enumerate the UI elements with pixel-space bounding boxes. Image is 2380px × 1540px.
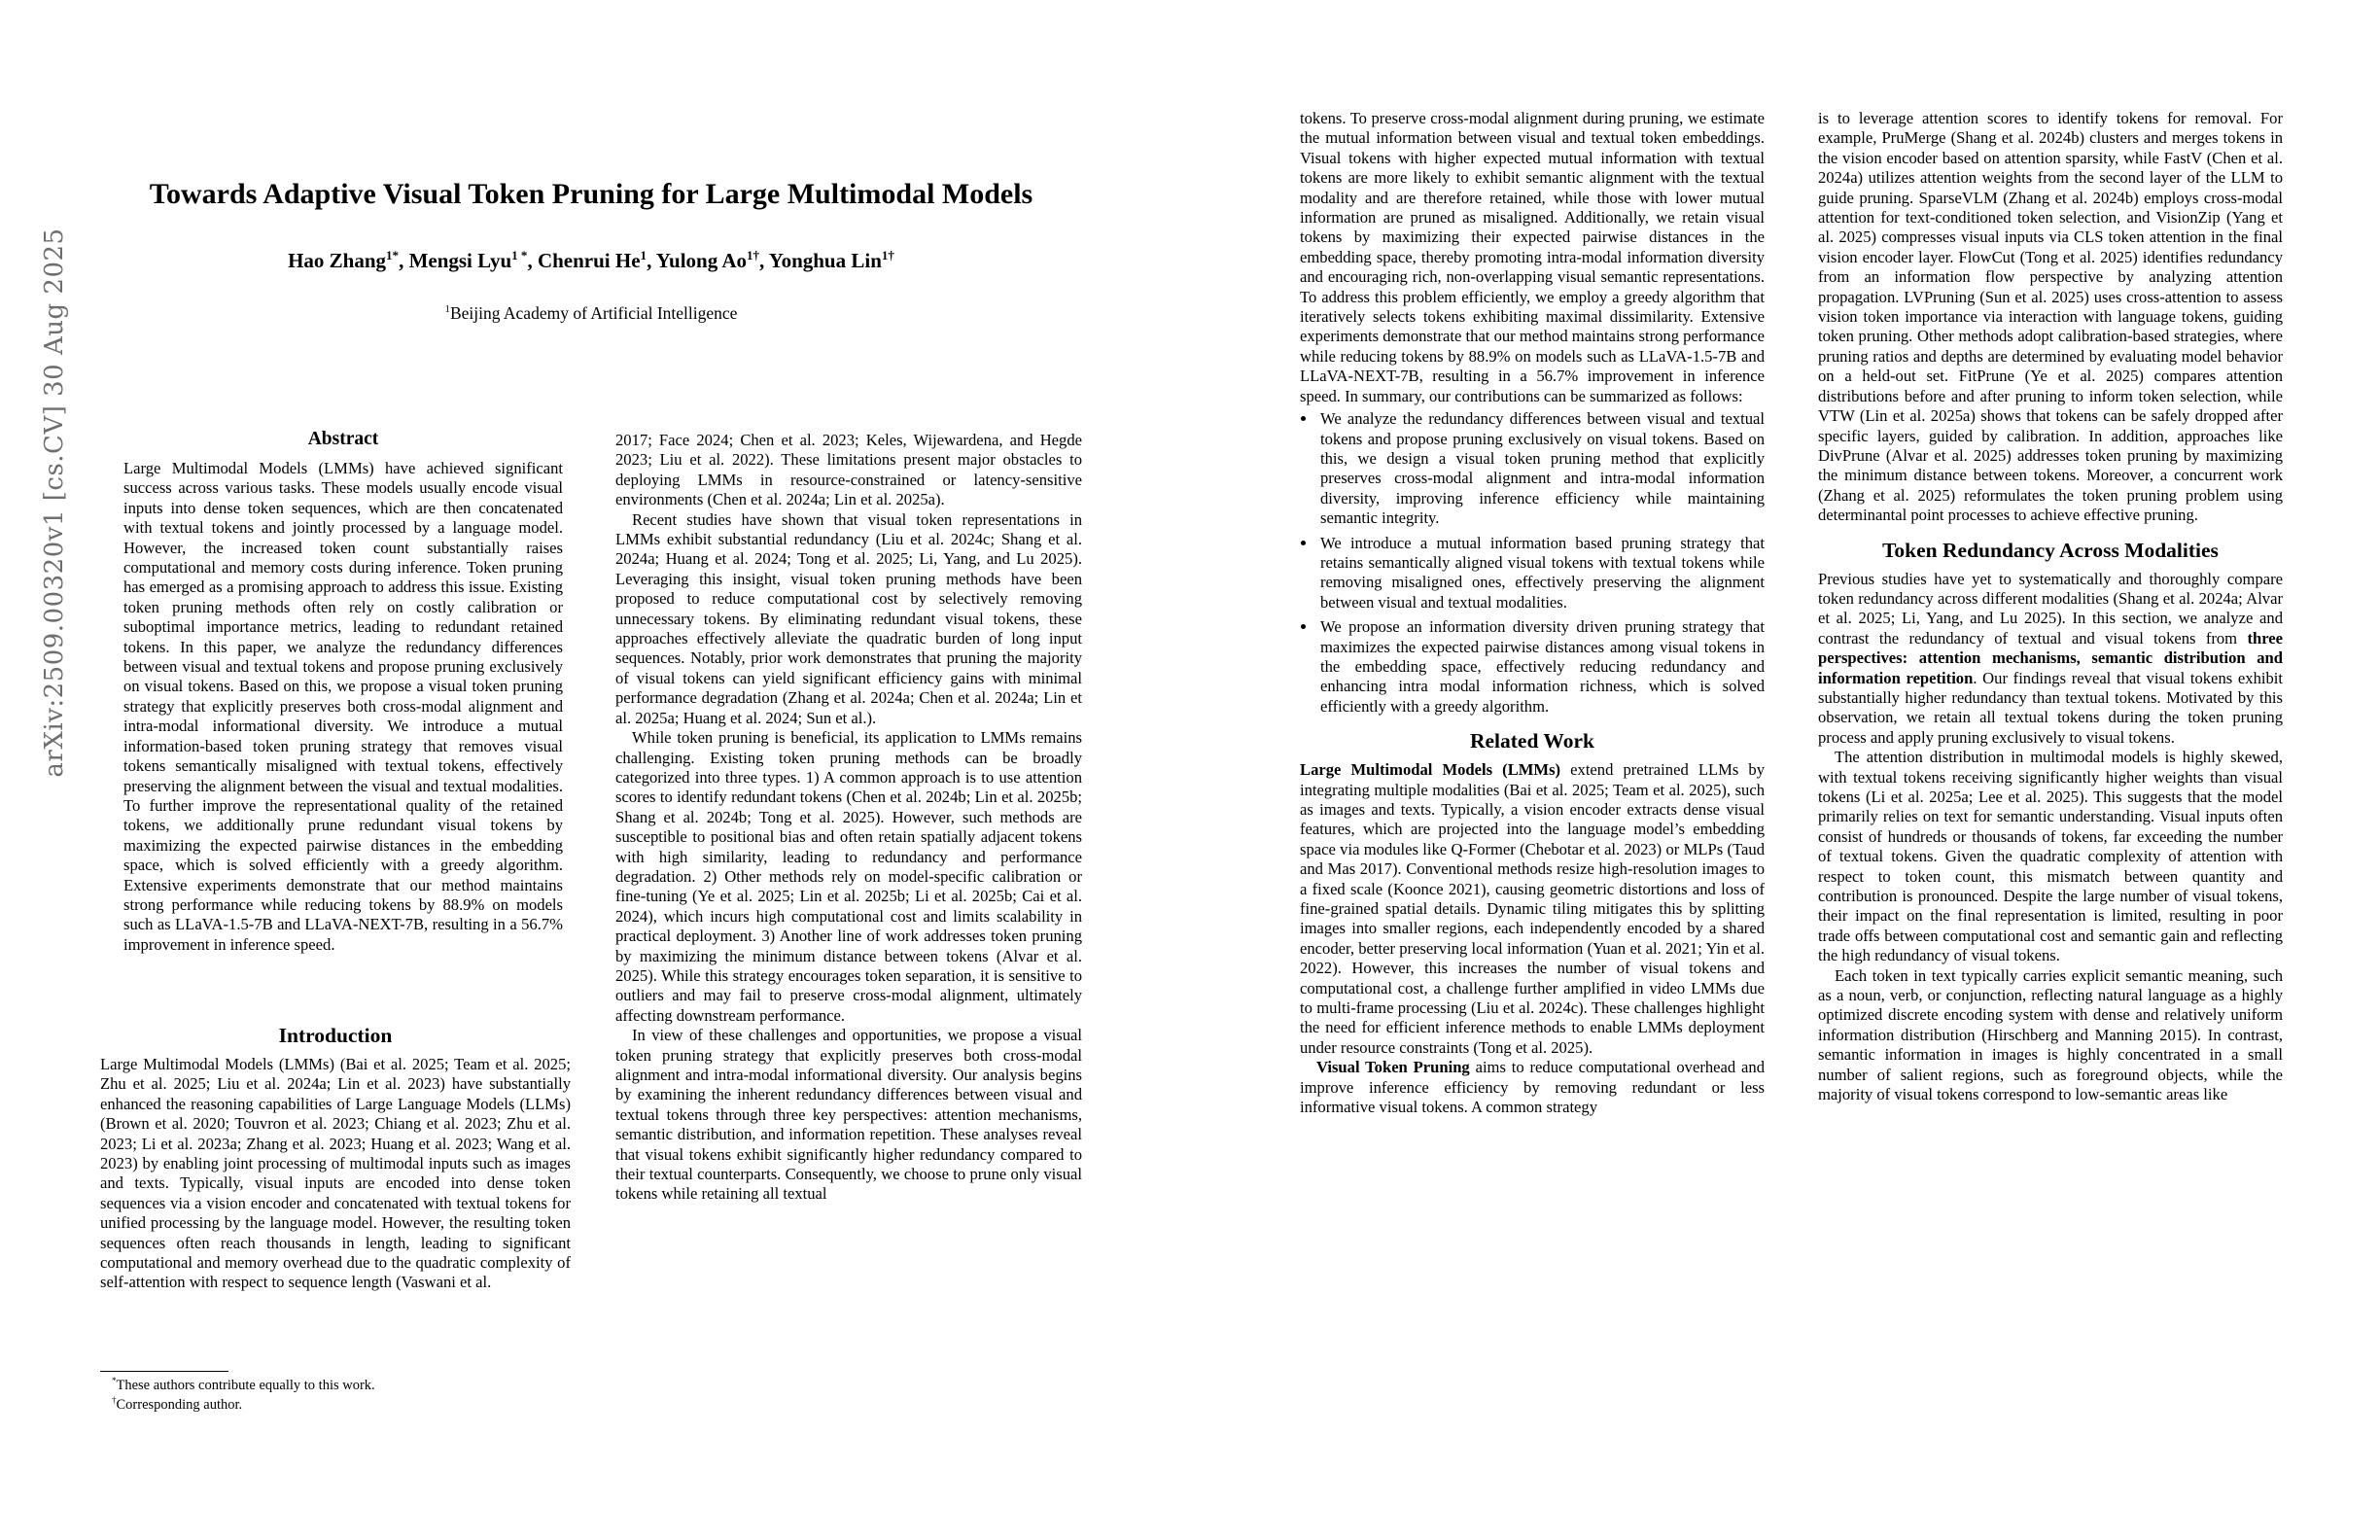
affiliation: $^1$Beijing Academy of Artificial Intelligence	[444, 303, 738, 323]
author-affiliation-marker: 1	[640, 248, 648, 262]
page1-column2	[615, 431, 1082, 1376]
paragraph-lead: Large Multimodal Models (LMMs)	[1300, 760, 1561, 780]
introduction-heading: Introduction	[278, 1024, 393, 1047]
author-name: Yonghua Lin$^{1\dagger}$	[768, 248, 894, 272]
author-affiliation-marker: 1 *	[511, 248, 528, 262]
body-paragraph: Recent studies have shown that visual token representations in LMMs exhibit substantial redundancy (Liu et al. 2024c; Shang et al. 2024a; Huang et al. 2024; Tong et al. 2025; Li, Yang, and Lu 2025). Leveraging this insight, visual token pruning methods have been proposed to reduce computational cost by selectively removing unnecessary tokens. By eliminating redundant visual tokens, these approaches effectively alleviate the quadratic burden of long input sequences. Notably, prior work demonstrates that pruning the majority of visual tokens can yield significant efficiency gains with minimal performance degradation (Zhang et al. 2024a; Chen et al. 2024a; Lin et al. 2025a; Huang et al. 2024; Sun et al.).	[615, 509, 1082, 727]
paragraph-lead: Visual Token Pruning	[1316, 1058, 1470, 1077]
body-paragraph: While token pruning is beneficial, its application to LMMs remains challenging. Existing token pruning methods can be broadly categorized into three types. 1) A common approach is to use attention scores to identify redundant tokens (Chen et al. 2024b; Lin et al. 2025b; Shang et al. 2024b; Tong et al. 2025). However, such methods are susceptible to positional bias and often retain spatially adjacent tokens with high similarity, leading to redundancy and performance degradation. 2) Other methods rely on model-specific calibration or fine-tuning (Ye et al. 2025; Lin et al. 2025b; Li et al. 2025b; Cai et al. 2024), which incurs high computational cost and limits scalability in practical deployment. 3) Another line of work addresses token pruning by maximizing the minimum distance between tokens (Alvar et al. 2025). While this strategy encourages token separation, it is sensitive to outliers and may fail to preserve cross-modal alignment, ultimately affecting downstream performance.	[615, 728, 1082, 1025]
footnote: *These authors contribute equally to this work.	[112, 1376, 375, 1393]
page2-column1	[1300, 109, 1765, 1423]
author-name: Chenrui He$^1$,	[537, 248, 656, 272]
token-redundancy-heading: Token Redundancy Across Modalities	[1882, 538, 2219, 562]
introduction-section	[100, 1024, 571, 1293]
related-work-paragraph-lmms: Large Multimodal Models (LMMs) extend pretrained LLMs by integrating multiple modalities (Bai et al. 2025; Team et al. 2025), such as images and texts. Typically, a vision encoder extracts dense visual features, which are projected into the language model’s embedding space via modules like Q-Former (Chebotar et al. 2023) or MLPs (Taud and Mas 2017). Conventional methods resize high-resolution images to a fixed scale (Koonce 2021), causing geometric distortions and loss of fine-grained spatial details. Dynamic tiling mitigates this by splitting images into smaller regions, each independently encoded by a shared encoder, better preserving local information (Yuan et al. 2021; Yin et al. 2022). However, this increases the number of visual tokens and computational cost, a challenge further amplified in video LMMs due to multi-frame processing (Liu et al. 2024c). These challenges highlight the need for efficient inference methods to enable LMMs deployment under resource constraints (Tong et al. 2025).	[1300, 760, 1765, 1057]
affiliation-marker: 1	[444, 303, 450, 316]
footnote-marker: †	[112, 1395, 117, 1406]
author-affiliation-marker: 1†	[746, 248, 759, 262]
footnote-marker: *	[112, 1376, 117, 1386]
introduction-paragraph: Large Multimodal Models (LMMs) (Bai et al. 2025; Team et al. 2025; Zhu et al. 2025; Liu et al. 2024a; Lin et al. 2023) have substantially enhanced the reasoning capabilities of Large Language Models (LLMs) (Brown et al. 2020; Touvron et al. 2023; Chiang et al. 2023; Zhu et al. 2023; Li et al. 2023a; Zhang et al. 2023; Huang et al. 2023; Wang et al. 2023) by enabling joint processing of multimodal inputs such as images and texts. Typically, visual inputs are encoded into dense token sequences via a vision encoder and concatenated with textual tokens for unified processing by the language model. However, the resulting token sequences often reach thousands in length, leading to significant computational and memory overhead due to the quadratic complexity of self-attention with respect to sequence length (Vaswani et al.	[100, 1055, 571, 1292]
abstract-section	[123, 429, 563, 955]
author-name: Yulong $Ao^{1\dagger}$,	[655, 248, 769, 272]
contribution-item: • We propose an information diversity driven pruning strategy that maximizes the expected pairwise distances among visual tokens in the embedding space, effectively reducing redundancy and enhancing intra modal information richness, which is solved efficiently with a greedy algorithm.	[1317, 617, 1765, 717]
footnotes	[100, 1371, 571, 1415]
bold-emphasis: three perspectives: attention mechanisms, semantic distribution and information repetition	[1818, 628, 2283, 687]
abstract-text: Large Multimodal Models (LMMs) have achieved significant success across various tasks. These models usually encode visual inputs into dense token sequences, which are then concatenated with textual tokens and jointly processed by a language model. However, the increased token count substantially raises computational and memory costs during inference. Token pruning has emerged as a promising approach to address this issue. Existing token pruning methods often rely on costly calibration or suboptimal importance metrics, leading to redundant retained tokens. In this paper, we analyze the redundancy differences between visual and textual tokens and propose pruning exclusively on visual tokens. Based on this, we propose a visual token pruning strategy that explicitly preserves both cross-modal alignment and intra-modal informational diversity. We introduce a mutual information-based token pruning strategy that removes visual tokens semantically misaligned with textual tokens, effectively preserving the alignment between the visual and textual modalities. To further improve the representational quality of the retained tokens, we additionally prune redundant visual tokens by maximizing the expected pairwise distances in the embedding space, which is solved efficiently with a greedy algorithm. Extensive experiments demonstrate that our method maintains strong performance while reducing tokens by 88.9% on models such as LLaVA-1.5-7B and LLaVA-NEXT-7B, resulting in a 56.7% improvement in inference speed.	[123, 459, 563, 954]
contribution-list	[1300, 409, 1765, 717]
abstract-heading: Abstract	[307, 429, 379, 449]
related-work-paragraph-pruning: Visual Token Pruning aims to reduce computational overhead and improve inference efficiency by removing redundant or less informative visual tokens. A common strategy	[1300, 1058, 1765, 1117]
footnote: †Corresponding author.	[112, 1395, 243, 1413]
token-redundancy-paragraph: Previous studies have yet to systematically and thoroughly compare token redundancy across different modalities (Shang et al. 2024a; Alvar et al. 2025; Li, Yang, and Lu 2025). In this section, we analyze and contrast the redundancy of textual and visual tokens from three perspectives: attention mechanisms, semantic distribution and information repetition. Our findings reveal that visual tokens exhibit substantially higher redundancy than textual tokens. Motivated by this observation, we retain all textual tokens during the token pruning process and apply pruning exclusively to visual tokens.	[1818, 569, 2283, 747]
author-name: Hao Zhang$^{1*}$,	[288, 248, 409, 272]
author-affiliation-marker: 1†	[881, 248, 894, 262]
body-paragraph: Each token in text typically carries explicit semantic meaning, such as a noun, verb, or conjunction, reflecting natural language as a highly optimized discrete encoding system with dense and relatively uniform information distribution (Hirschberg and Manning 2015). In contrast, semantic information in images is highly concentrated in a small number of salient regions, such as foreground objects, while the majority of visual tokens correspond to low-semantic areas like	[1818, 965, 2283, 1104]
page2-column2	[1818, 109, 2283, 1423]
author-affiliation-marker: 1*	[386, 248, 400, 262]
page-title: Towards Adaptive Visual Token Pruning for Large Multimodal Models	[149, 178, 1033, 210]
author-name: Mengsi Lyu$^{1 *}$,	[408, 248, 538, 272]
contribution-item: • We analyze the redundancy differences between visual and textual tokens and propose pruning exclusively on visual tokens. Based on this, we design a visual token pruning method that explicitly preserves cross-modal alignment and intra-modal information diversity, improving inference efficiency while maintaining semantic integrity.	[1317, 409, 1765, 528]
contribution-item: • We introduce a mutual information based pruning strategy that retains semantically aligned visual tokens with textual tokens while removing misaligned ones, effectively preserving the alignment between visual and textual modalities.	[1317, 534, 1765, 613]
body-paragraph: 2017; Face 2024; Chen et al. 2023; Keles, Wijewardena, and Hegde 2023; Liu et al. 2022). These limitations present major obstacles to deploying LMMs in resource-constrained or latency-sensitive environments (Chen et al. 2024a; Lin et al. 2025a).	[615, 431, 1082, 509]
body-paragraph: The attention distribution in multimodal models is highly skewed, with textual tokens receiving significantly higher weights than visual tokens (Li et al. 2025a; Lee et al. 2025). This suggests that the model primarily relies on text for semantic understanding. Visual inputs often consist of hundreds or thousands of tokens, far exceeding the number of textual tokens. Given the quadratic complexity of attention with respect to token count, this mismatch between quantity and contribution is pronounced. Despite the large number of visual tokens, their impact on the final representation is limited, resulting in poor trade offs between computational cost and semantic gain and reflecting the high redundancy of visual tokens.	[1818, 748, 2283, 965]
body-paragraph: is to leverage attention scores to identify tokens for removal. For example, PruMerge (Shang et al. 2024b) clusters and merges tokens in the vision encoder based on attention sparsity, while FastV (Chen et al. 2024a) utilizes attention weights from the second layer of the LLM to guide pruning. SparseVLM (Zhang et al. 2024b) employs cross-modal attention for text-conditioned token selection, and VisionZip (Yang et al. 2025) compresses visual inputs via CLS token attention in the final vision encoder layer. FlowCut (Tong et al. 2025) identifies redundancy from an information flow perspective by analyzing attention propagation. LVPruning (Sun et al. 2025) uses cross-attention to assess vision token importance via interaction with language tokens, guiding token pruning. Other methods adopt calibration-based strategies, where pruning ratios and depths are determined by evaluating model behavior on a held-out set. FitPrune (Ye et al. 2025) compares attention distributions before and after pruning to inform token selection, while VTW (Lin et al. 2025a) shows that tokens can be safely dropped after specific layers, guided by calibration. In addition, approaches like DivPrune (Alvar et al. 2025) addresses token pruning by maximizing the minimum distance between tokens. Moreover, a concurrent work (Zhang et al. 2025) reformulates the token pruning problem using determinantal point processes to achieve effective pruning.	[1818, 109, 2283, 525]
related-work-heading: Related Work	[1469, 729, 1594, 753]
body-paragraph: tokens. To preserve cross-modal alignment during pruning, we estimate the mutual information between visual and textual token embeddings. Visual tokens with higher expected mutual information with textual tokens are more likely to exhibit semantic alignment with the textual modality and are therefore retained, while those with lower mutual information are pruned as misaligned. Additionally, we retain visual tokens by maximizing their expected pairwise distances in the embedding space, thereby promoting intra-modal information diversity and encouraging rich, non-overlapping visual semantic representations. To address this problem efficiently, we employ a greedy algorithm that iteratively selects tokens exhibiting maximal dissimilarity. Extensive experiments demonstrate that our method maintains strong performance while reducing tokens by 88.9% on models such as LLaVA-1.5-7B and LLaVA-NEXT-7B, resulting in a 56.7% improvement in inference speed. In summary, our contributions can be summarized as follows:	[1300, 109, 1765, 405]
body-paragraph: In view of these challenges and opportunities, we propose a visual token pruning strategy that explicitly preserves both cross-modal alignment and intra-modal informational diversity. Our analysis begins by examining the inherent redundancy differences between visual and textual tokens through three key perspectives: attention mechanisms, semantic distribution, and information repetition. These analyses reveal that visual tokens exhibit significantly higher redundancy compared to their textual counterparts. Consequently, we choose to prune only visual tokens while retaining all textual	[615, 1026, 1082, 1204]
authors-line	[100, 249, 1082, 273]
footnote-rule	[100, 1371, 228, 1372]
arxiv-watermark: arXiv:2509.00320v1 [cs.CV] 30 Aug 2025	[40, 228, 69, 778]
